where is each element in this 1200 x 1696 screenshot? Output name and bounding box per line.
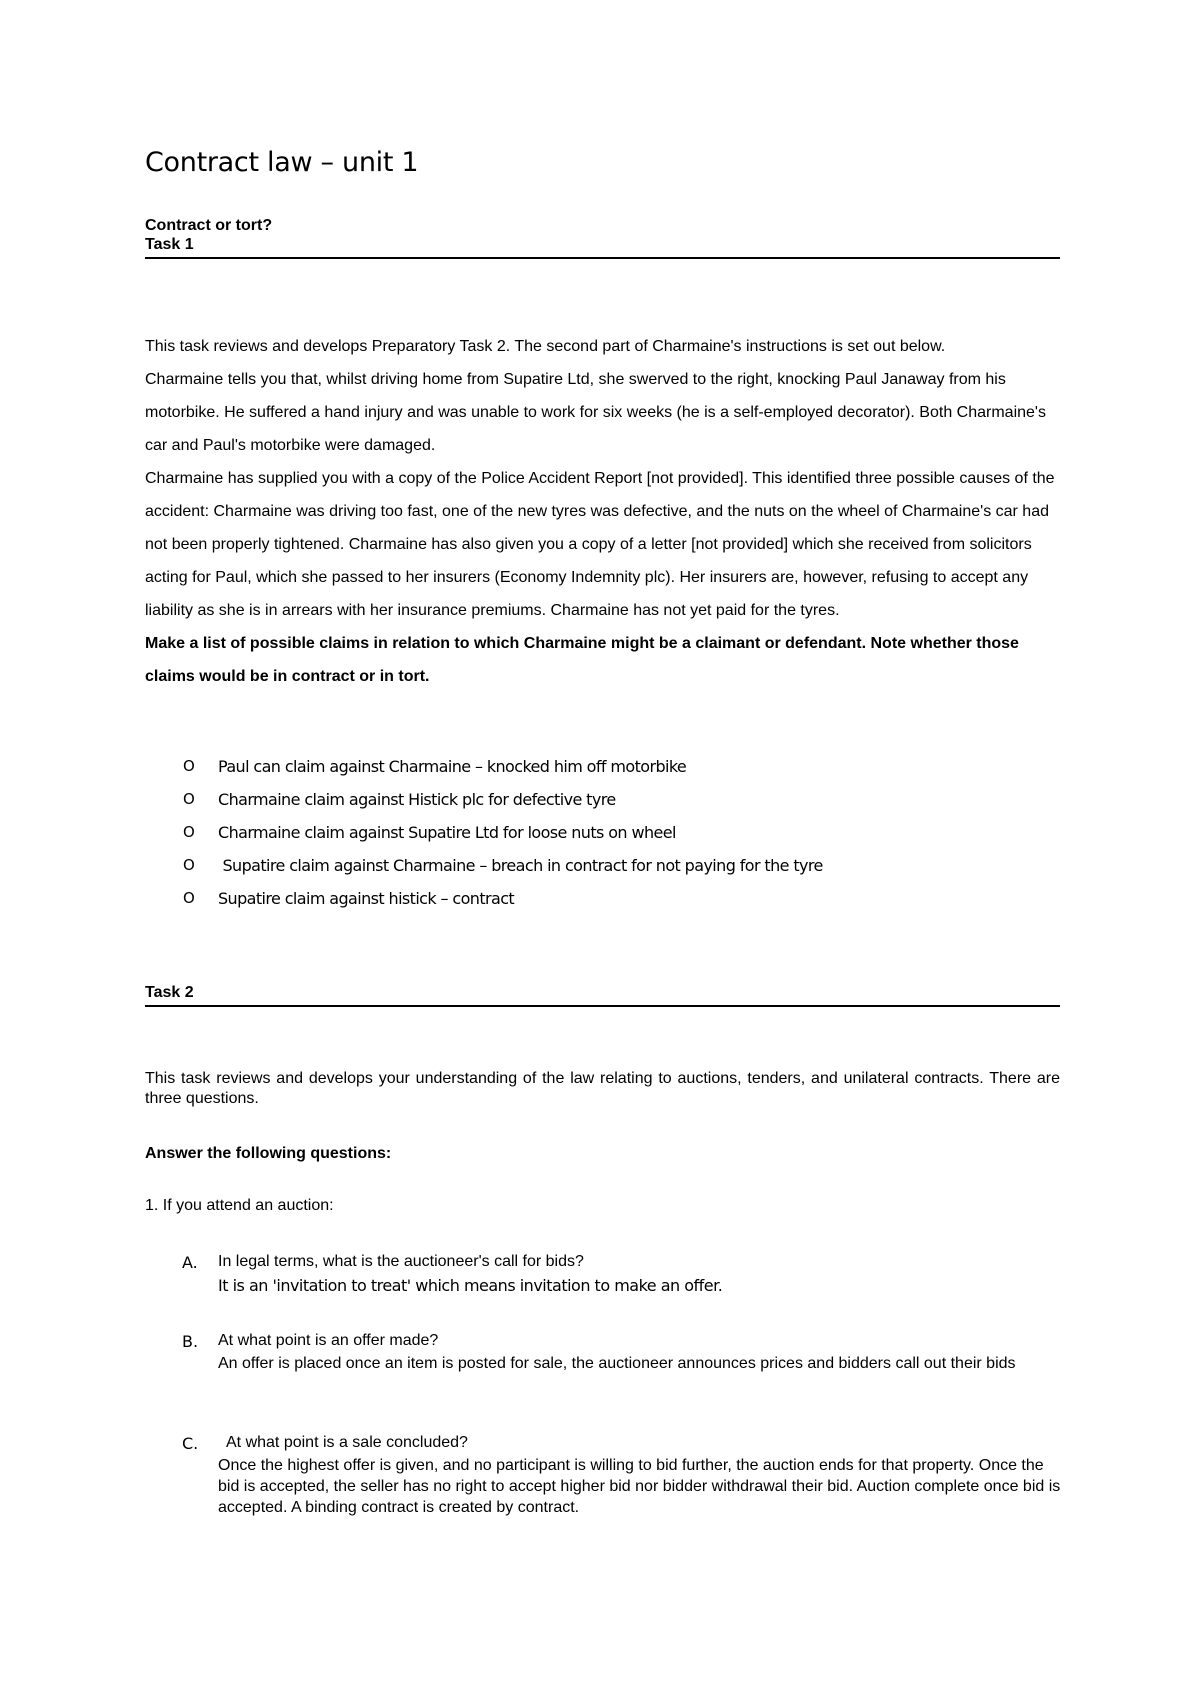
claims-list bbox=[145, 750, 823, 915]
document-title: Contract law – unit 1 bbox=[145, 147, 419, 178]
task2-intro: This task reviews and develops your understanding of the law relating to auctions, tenders, and unilateral contracts. There are three questions. bbox=[145, 1070, 1060, 1107]
bullet-circle-icon: O bbox=[183, 757, 195, 775]
task1-body bbox=[145, 330, 1065, 693]
subquestion-text: At what point is a sale concluded? bbox=[218, 1434, 468, 1451]
task2-label: Task 2 bbox=[145, 984, 194, 1001]
bullet-circle-icon: O bbox=[183, 790, 195, 808]
bullet-circle-icon: O bbox=[183, 823, 195, 841]
task1-paragraph: Charmaine tells you that, whilst driving home from Supatire Ltd, she swerved to the right, knocking Paul Janaway from his motorbike. He suffered a hand injury and was unable to work for six weeks (he is a self-employed decorator). Both Charmaine's car and Paul's motorbike were damaged. bbox=[145, 371, 1046, 454]
question-1: 1. If you attend an auction: bbox=[145, 1197, 334, 1214]
task1-paragraph: This task reviews and develops Preparatory Task 2. The second part of Charmaine's instructions is set out below. bbox=[145, 338, 946, 355]
task2-rule bbox=[145, 1005, 1060, 1007]
answer-heading: Answer the following questions: bbox=[145, 1145, 392, 1162]
bullet-circle-icon: O bbox=[183, 856, 195, 874]
subquestion-text: In legal terms, what is the auctioneer's call for bids? bbox=[218, 1253, 584, 1270]
subquestion-text: At what point is an offer made? bbox=[218, 1332, 439, 1349]
subquestion-answer: Once the highest offer is given, and no participant is willing to bid further, the auction ends for that property. Once the bid is accepted, the seller has no right to accept higher bid nor bidder withdrawal their bid. Auction complete once bid is accepted. A binding contract is created by contract. bbox=[218, 1457, 1061, 1516]
task1-label: Task 1 bbox=[145, 236, 194, 253]
task1-instruction: Make a list of possible claims in relation to which Charmaine might be a claimant or defendant. Note whether those claims would be in contract or in tort. bbox=[145, 635, 1019, 685]
subquestion-answer: It is an 'invitation to treat' which means invitation to make an offer. bbox=[218, 1276, 723, 1295]
claim-text: Supatire claim against Charmaine – breach in contract for not paying for the tyre bbox=[218, 856, 823, 875]
claim-item bbox=[145, 849, 823, 882]
claim-text: Charmaine claim against Supatire Ltd for loose nuts on wheel bbox=[218, 823, 676, 842]
subquestion-letter: A. bbox=[182, 1253, 198, 1272]
task1-heading: Contract or tort? bbox=[145, 217, 273, 234]
task1-heading-block bbox=[145, 216, 272, 254]
claim-text: Charmaine claim against Histick plc for defective tyre bbox=[218, 790, 616, 809]
subquestion-letter: B. bbox=[182, 1332, 199, 1351]
claim-text: Paul can claim against Charmaine – knocked him off motorbike bbox=[218, 757, 687, 776]
claim-item bbox=[145, 750, 823, 783]
claim-item bbox=[145, 783, 823, 816]
subquestion-answer: An offer is placed once an item is posted for sale, the auctioneer announces prices and bidders call out their bids bbox=[218, 1355, 1016, 1372]
task1-rule bbox=[145, 257, 1060, 259]
claim-text: Supatire claim against histick – contract bbox=[218, 889, 515, 908]
claim-item bbox=[145, 882, 823, 915]
subquestion-letter: C. bbox=[182, 1434, 199, 1453]
task1-paragraph: Charmaine has supplied you with a copy of the Police Accident Report [not provided]. This identified three possible causes of the accident: Charmaine was driving too fast, one of the new tyres was defective, and the nuts on the wheel of Charmaine's car had not been properly tightened. Charmaine has also given you a copy of a letter [not provided] which she received from solicitors acting for Paul, which she passed to her insurers (Economy Indemnity plc). Her insurers are, however, refusing to accept any liability as she is in arrears with her insurance premiums. Charmaine has not yet paid for the tyres. bbox=[145, 470, 1055, 619]
claim-item bbox=[145, 816, 823, 849]
bullet-circle-icon: O bbox=[183, 889, 195, 907]
